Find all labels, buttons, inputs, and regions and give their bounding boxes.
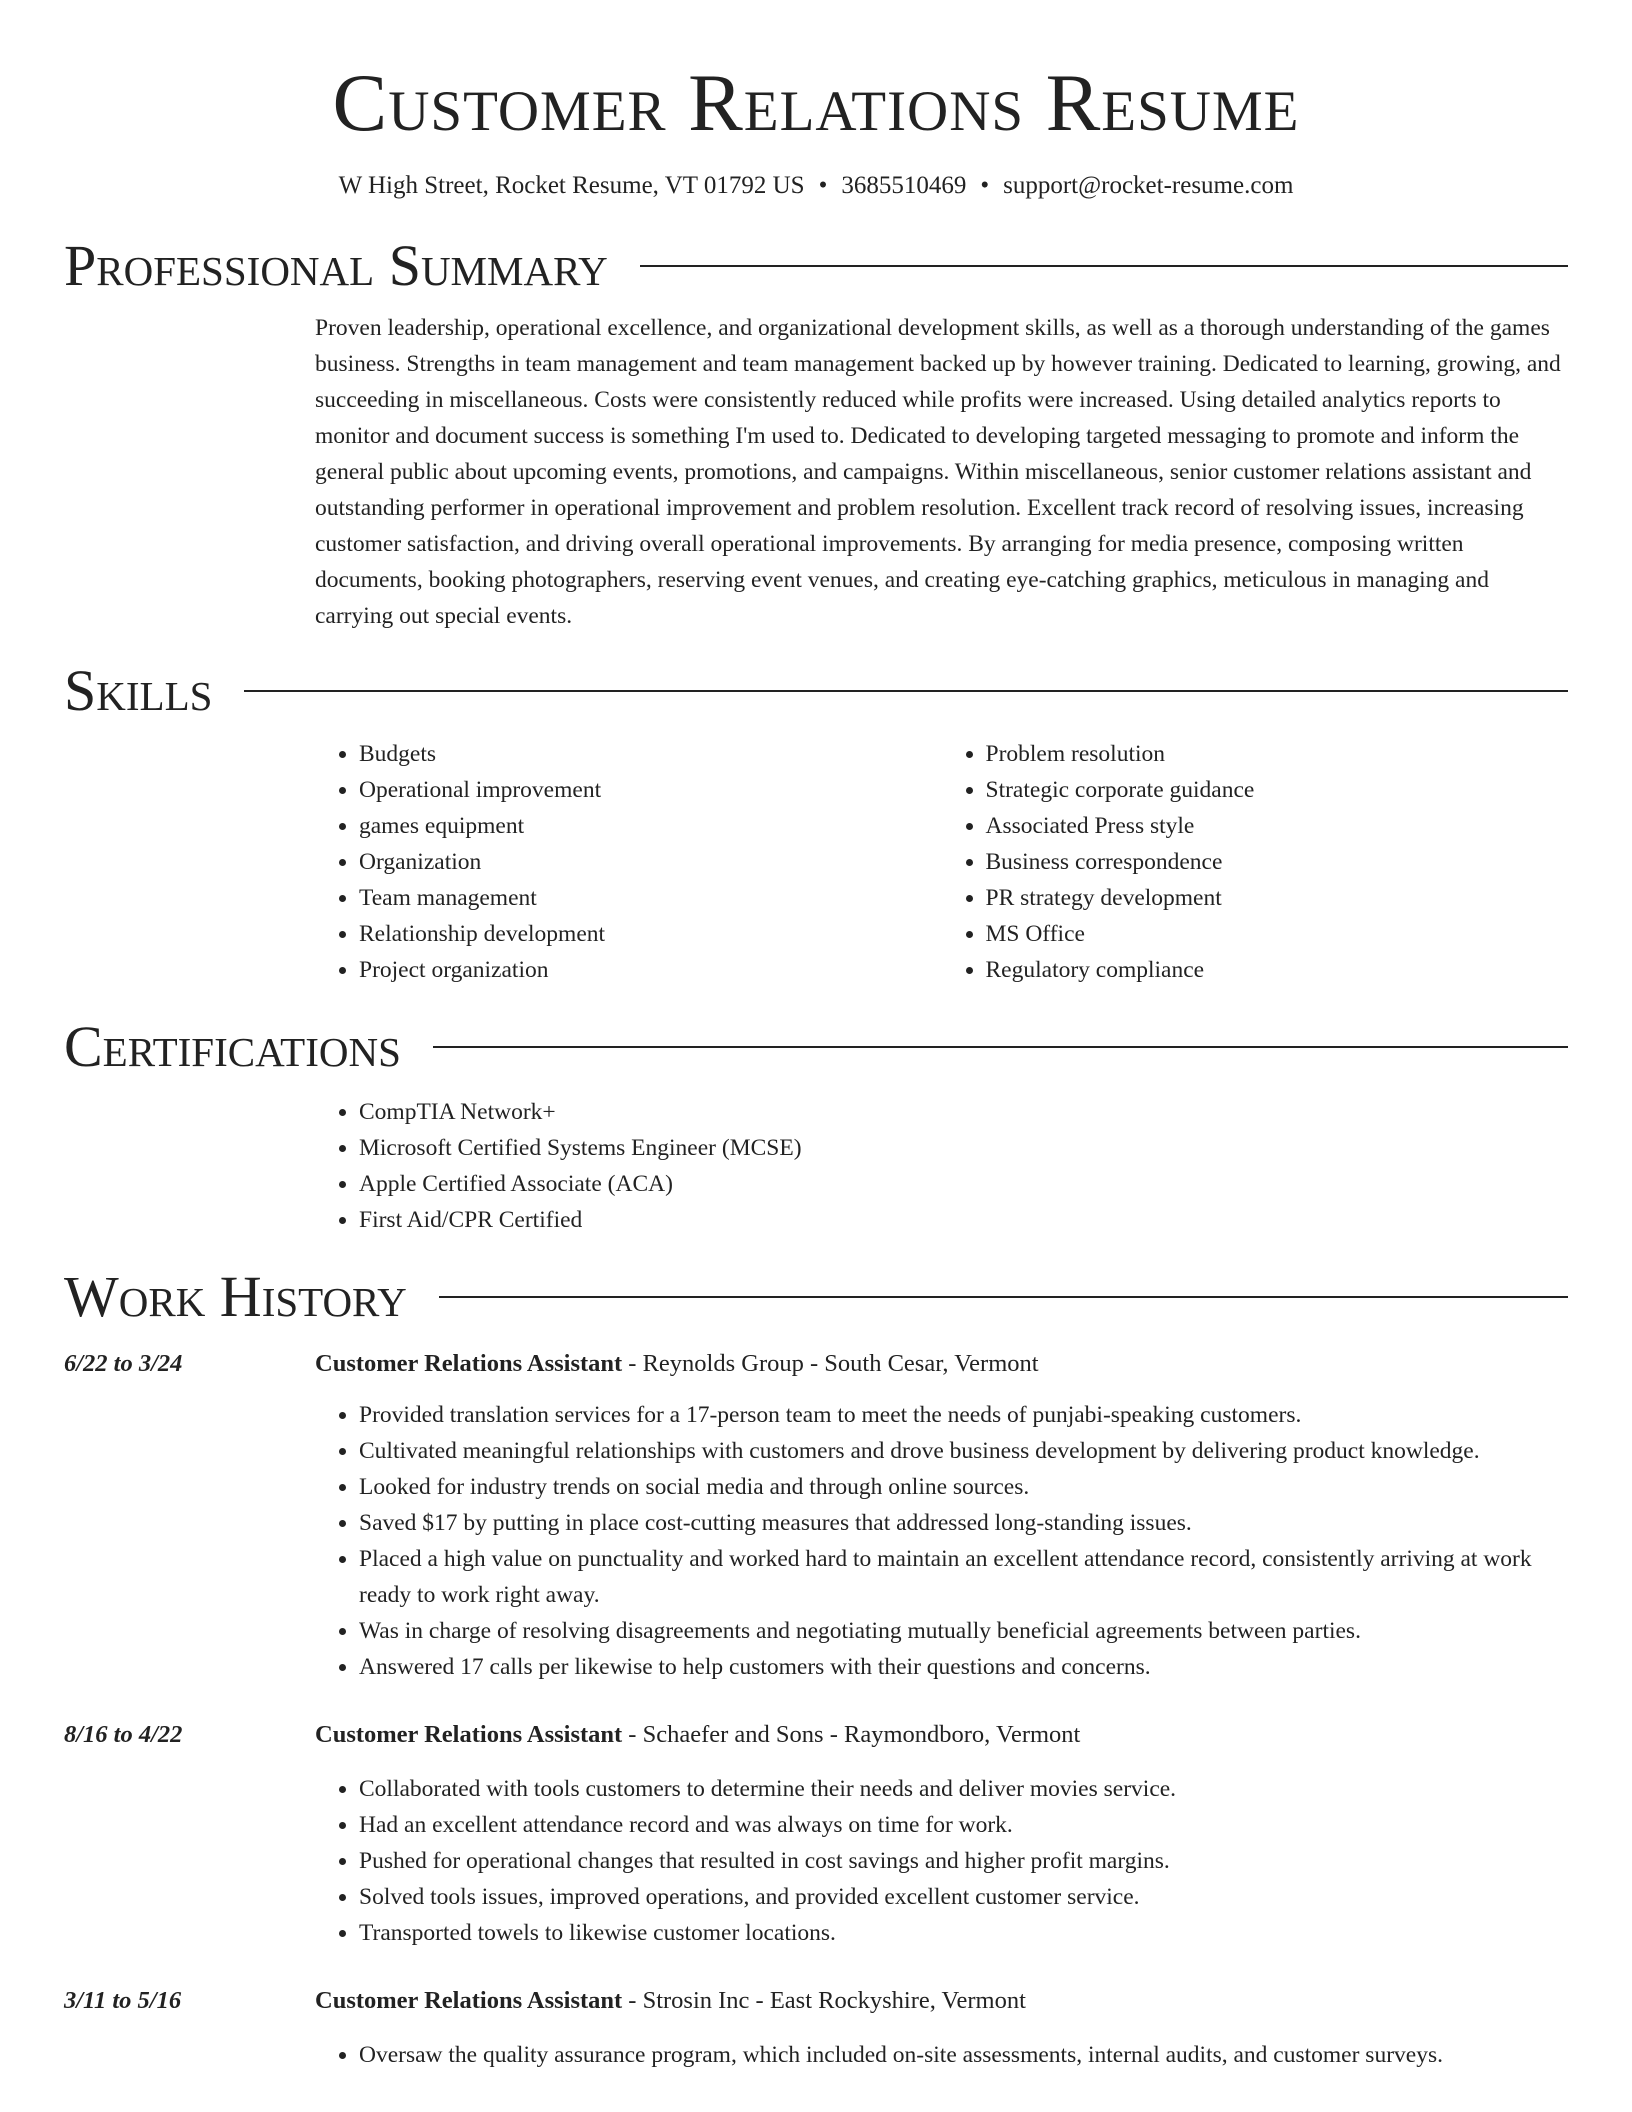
job-title: Customer Relations Assistant: [315, 1350, 623, 1377]
skill-item: • Operational improvement: [359, 772, 942, 808]
job-entry: [64, 1346, 1568, 1685]
skills-section-title: Skills: [64, 658, 213, 723]
job-bullet: • Had an excellent attendance record and was always on time for work.: [359, 1807, 1568, 1843]
skills-list: [315, 736, 1568, 988]
section-divider: [244, 690, 1568, 692]
contact-separator: •: [818, 172, 828, 199]
skill-item: • Problem resolution: [986, 736, 1569, 772]
section-divider: [433, 1046, 1568, 1048]
skills-column-left: [315, 736, 942, 988]
job-bullet: • Looked for industry trends on social media and through online sources.: [359, 1469, 1568, 1505]
certifications-section-title: Certifications: [64, 1014, 401, 1079]
job-company: Strosin Inc - East Rockyshire, Vermont: [642, 1987, 1026, 2014]
job-bullets: [315, 1397, 1568, 1685]
job-entry: [64, 1717, 1568, 1951]
job-bullets: [315, 2037, 1568, 2073]
summary-content: [315, 310, 1568, 634]
summary-text: Proven leadership, operational excellence, and organizational development skills, as well as a thorough understanding of the games business. Strengths in team management and team management backed up by however training. Dedicated to learning, growing, and succeeding in miscellaneous. Costs were consistently reduced while profits were increased. Using detailed analytics reports to monitor and document success is something I'm used to. Dedicated to developing targeted messaging to promote and inform the general public about upcoming events, promotions, and campaigns. Within miscellaneous, senior customer relations assistant and outstanding performer in operational improvement and problem resolution. Excellent track record of resolving issues, increasing customer satisfaction, and driving overall operational improvements. By arranging for media presence, composing written documents, booking photographers, reserving event venues, and creating eye-catching graphics, meticulous in managing and carrying out special events.: [315, 315, 1561, 629]
job-header: [64, 1983, 1568, 2019]
section-divider: [439, 1296, 1568, 1298]
certification-item: • Microsoft Certified Systems Engineer (MCSE): [359, 1130, 1568, 1166]
job-bullets: [315, 1771, 1568, 1951]
resume-name: Customer Relations Resume: [332, 57, 1300, 148]
contact-separator: •: [980, 172, 990, 199]
summary-section-header: [64, 233, 1568, 298]
work-section-title: Work History: [64, 1264, 407, 1329]
skill-item: • Regulatory compliance: [986, 952, 1569, 988]
job-company: Reynolds Group - South Cesar, Vermont: [642, 1350, 1039, 1377]
job-separator: -: [628, 1350, 643, 1377]
certifications-list: [315, 1094, 1568, 1238]
job-bullet: • Was in charge of resolving disagreements and negotiating mutually beneficial agreements between parties.: [359, 1613, 1568, 1649]
skills-column-right: [942, 736, 1569, 988]
job-title: Customer Relations Assistant: [315, 1721, 623, 1748]
job-company: Schaefer and Sons - Raymondboro, Vermont: [642, 1721, 1081, 1748]
certifications-section-header: [64, 1014, 1568, 1079]
skill-item: • Project organization: [359, 952, 942, 988]
skill-item: • Budgets: [359, 736, 942, 772]
job-bullet: • Oversaw the quality assurance program, which included on-site assessments, internal audits, and customer surveys.: [359, 2037, 1568, 2073]
contact-address: W High Street, Rocket Resume, VT 01792 US: [338, 172, 805, 199]
skill-item: • Business correspondence: [986, 844, 1569, 880]
certification-item: • First Aid/CPR Certified: [359, 1202, 1568, 1238]
skill-item: • Team management: [359, 880, 942, 916]
job-bullet: • Placed a high value on punctuality and worked hard to maintain an excellent attendance record, consistently arriving at work ready to work right away.: [359, 1541, 1568, 1613]
skill-item: • PR strategy development: [986, 880, 1569, 916]
job-dates: 8/16 to 4/22: [64, 1721, 183, 1748]
job-bullet: • Cultivated meaningful relationships with customers and drove business development by delivering product knowledge.: [359, 1433, 1568, 1469]
skill-item: • Strategic corporate guidance: [986, 772, 1569, 808]
skill-item: • Relationship development: [359, 916, 942, 952]
job-separator: -: [628, 1987, 643, 2014]
work-section-header: [64, 1264, 1568, 1329]
contact-phone: 3685510469: [841, 172, 967, 199]
job-dates: 6/22 to 3/24: [64, 1350, 183, 1377]
job-bullet: • Saved $17 by putting in place cost-cutting measures that addressed long-standing issues.: [359, 1505, 1568, 1541]
job-bullet: • Answered 17 calls per likewise to help customers with their questions and concerns.: [359, 1649, 1568, 1685]
certification-item: • CompTIA Network+: [359, 1094, 1568, 1130]
skill-item: • MS Office: [986, 916, 1569, 952]
job-bullet: • Solved tools issues, improved operations, and provided excellent customer service.: [359, 1879, 1568, 1915]
certification-item: • Apple Certified Associate (ACA): [359, 1166, 1568, 1202]
job-bullet: • Provided translation services for a 17-person team to meet the needs of punjabi-speaking customers.: [359, 1397, 1568, 1433]
skill-item: • games equipment: [359, 808, 942, 844]
job-dates: 3/11 to 5/16: [64, 1987, 182, 2014]
job-header: [64, 1717, 1568, 1753]
contact-line: [64, 172, 1568, 200]
skill-item: • Organization: [359, 844, 942, 880]
job-entry: [64, 1983, 1568, 2073]
job-separator: -: [628, 1721, 643, 1748]
job-bullet: • Transported towels to likewise customer locations.: [359, 1915, 1568, 1951]
job-header: [64, 1346, 1568, 1382]
job-heading: [315, 1983, 1026, 2019]
skill-item: • Associated Press style: [986, 808, 1569, 844]
job-title: Customer Relations Assistant: [315, 1987, 623, 2014]
skills-section-header: [64, 658, 1568, 723]
section-divider: [640, 265, 1568, 267]
job-heading: [315, 1717, 1080, 1753]
job-bullet: • Pushed for operational changes that resulted in cost savings and higher profit margins.: [359, 1843, 1568, 1879]
contact-email: support@rocket-resume.com: [1003, 172, 1294, 199]
job-bullet: • Collaborated with tools customers to determine their needs and deliver movies service.: [359, 1771, 1568, 1807]
job-heading: [315, 1346, 1039, 1382]
summary-section-title: Professional Summary: [64, 233, 608, 298]
